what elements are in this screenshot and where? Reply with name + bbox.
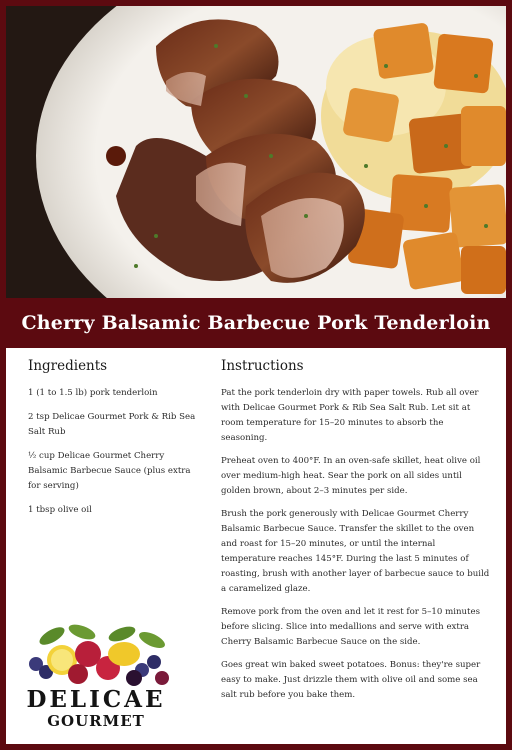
title-banner	[6, 298, 506, 348]
instruction-step: Preheat oven to 400°F. In an oven-safe skillet, heat olive oil over medium-high heat. Sear the pork on all sides until golden brown, about 2–3 minutes per side.	[221, 456, 481, 496]
instruction-step: Goes great win baked sweet potatoes. Bonus: they're super easy to make. Just drizzle them with olive oil and some sea salt rub before you bake them.	[221, 660, 481, 700]
brand-subname: GOURMET	[47, 712, 145, 730]
recipe-card	[6, 6, 506, 744]
recipe-title: Cherry Balsamic Barbecue Pork Tenderloin	[21, 312, 491, 334]
hero-photo	[6, 6, 506, 298]
brand-name: DELICAE	[26, 686, 166, 713]
instructions-section	[221, 358, 491, 711]
instruction-step: Brush the pork generously with Delicae Gourmet Cherry Balsamic Barbecue Sauce. Transfer the skillet to the oven and roast for 15–20 minutes, or until the internal temperature reaches 145°F. During the last 5 minutes of roasting, brush with another layer of barbecue sauce to build a caramelized glaze.	[221, 509, 490, 594]
ingredients-heading: Ingredients	[28, 358, 108, 374]
plated-pork-photo-illustration	[6, 6, 506, 298]
brand-logo	[12, 624, 180, 736]
ingredient-item: ½ cup Delicae Gourmet Cherry Balsamic Barbecue Sauce (plus extra for serving)	[28, 451, 191, 491]
instruction-step: Pat the pork tenderloin dry with paper towels. Rub all over with Delicae Gourmet Pork & Rib Sea Salt Rub. Let sit at room temperature for 15–20 minutes to absorb the seasoning.	[221, 388, 479, 443]
fruit-cluster-icon	[12, 624, 180, 688]
ingredients-section	[28, 358, 200, 527]
ingredient-item: 1 (1 to 1.5 lb) pork tenderloin	[28, 388, 158, 398]
instructions-heading: Instructions	[221, 358, 304, 374]
ingredient-item: 2 tsp Delicae Gourmet Pork & Rib Sea Salt Rub	[28, 412, 196, 437]
instruction-step: Remove pork from the oven and let it rest for 5–10 minutes before slicing. Slice into medallions and serve with extra Cherry Balsamic Barbecue Sauce on the side.	[221, 607, 480, 647]
ingredient-item: 1 tbsp olive oil	[28, 505, 92, 515]
